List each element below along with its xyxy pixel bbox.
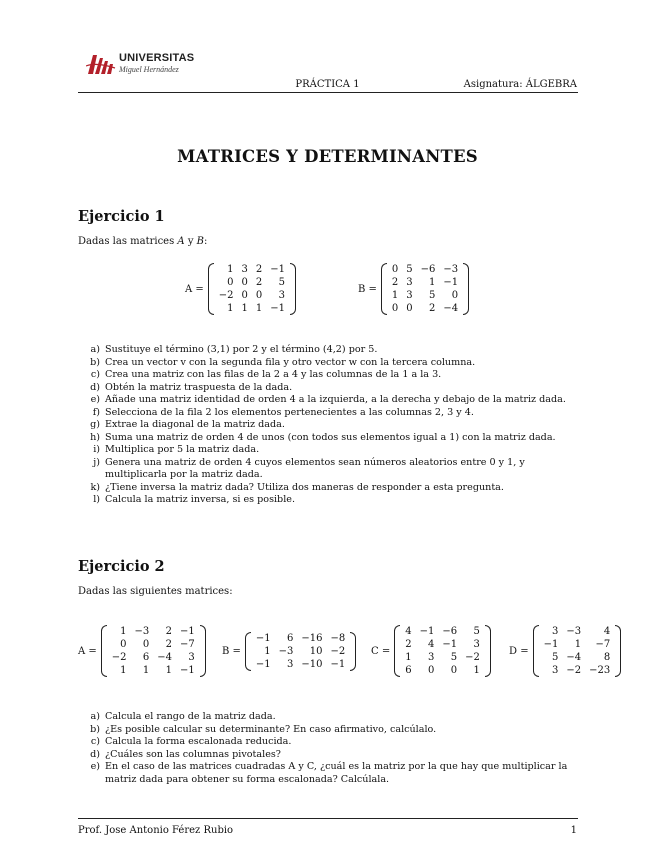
matrix-cell: 10 [309,646,323,657]
matrix-cell: 4 [427,639,435,650]
left-parenthesis [533,625,539,677]
list-text: ¿Cuáles son las columnas pivotales? [105,748,281,760]
matrix-cell: −1 [442,639,458,650]
matrix-cell: 0 [451,290,459,301]
matrix-table [252,632,349,671]
matrix-cell: 8 [603,652,611,663]
matrix-cell: −2 [330,646,346,657]
logo-name: UNIVERSITAS [119,52,195,64]
matrix-row [108,664,199,677]
matrix-cell: 0 [450,665,458,676]
matrix-label: C = [371,645,391,657]
matrix-cell: −3 [134,626,150,637]
list-marker: f) [92,406,100,418]
matrix-cell: −4 [443,303,459,314]
list-marker: b) [90,356,100,368]
matrix-cell: 1 [405,652,412,663]
university-logo [86,50,196,80]
matrix-cell: 5 [429,290,436,301]
right-parenthesis [350,632,356,671]
list-text: Crea un vector v con la segunda fila y otro vector w con la tercera columna. [105,356,476,368]
matrix-cell: 1 [165,665,173,676]
list-item [86,457,581,482]
exercise2-intro: Dadas las siguientes matrices: [78,586,233,597]
matrix-cell: −1 [270,264,286,275]
matrix-cell: −23 [589,665,611,676]
matrix-cell: 5 [551,652,559,663]
list-item [86,444,581,457]
matrix-row [401,664,484,677]
list-text: ¿Tiene inversa la matriz dada? Utiliza dos maneras de responder a esta pregunta. [105,481,504,493]
exercise2-heading: Ejercicio 2 [78,558,165,575]
matrix-cell: 6 [405,665,412,676]
matrix-cell: −2 [465,652,480,663]
left-parenthesis [101,625,107,677]
list-text: Calcula el rango de la matriz dada. [105,711,276,722]
exercise2-matrix [78,625,206,677]
list-text: Obtén la matriz traspuesta de la dada. [105,381,293,393]
right-parenthesis [290,263,296,315]
matrix-cell: 3 [551,665,559,676]
matrix-cell: 0 [255,290,263,301]
page-number: 1 [570,825,577,836]
list-item [86,419,581,432]
matrix-cell: −6 [442,626,458,637]
matrix-cell: 2 [165,639,173,650]
exercise1-list [86,344,581,507]
matrix-row [215,263,289,276]
matrix-table [540,625,615,677]
matrix-cell: −1 [330,659,346,670]
matrix-row [215,276,289,289]
matrix-cell: 0 [391,264,399,275]
header-rule [78,92,578,93]
matrix-cell: 3 [427,652,435,663]
exercise1-matrix [185,263,296,315]
list-text: ¿Es posible calcular su determinante? En caso afirmativo, calcúlalo. [105,723,437,735]
matrix-cell: 3 [278,290,286,301]
matrix-table [108,625,199,677]
list-marker: a) [90,344,100,355]
matrix-cell: −16 [301,633,323,644]
matrix-cell: −1 [255,659,271,670]
matrix-row [540,638,615,651]
matrix-label: B = [358,283,377,295]
list-marker: c) [90,369,100,380]
list-marker: a) [90,711,100,722]
matrix-row [540,625,615,638]
page-title: MATRICES Y DETERMINANTES [177,147,478,166]
list-text: Añade una matriz identidad de orden 4 a la izquierda, a la derecha y debajo de la matriz dada. [105,394,566,405]
right-parenthesis [485,625,491,677]
list-item [86,344,581,357]
matrix-cell: 1 [255,303,263,314]
matrix-row [252,645,349,658]
matrix-cell: 2 [165,626,173,637]
list-text: Selecciona de la fila 2 los elementos pertenecientes a las columnas 2, 3 y 4. [105,406,474,418]
matrix-cell: 0 [241,290,248,301]
footer-author: Prof. Jose Antonio Férez Rubio [78,825,234,836]
list-item [86,749,581,762]
matrix-cell: −10 [301,659,323,670]
matrix-cell: −7 [595,639,611,650]
matrix-cell: 0 [427,665,435,676]
right-parenthesis [463,263,469,315]
list-item [86,432,581,445]
matrix-cell: 3 [287,659,294,670]
list-marker: j) [93,456,100,468]
matrix-cell: 0 [241,277,248,288]
exercise2-list [86,711,581,786]
list-item [86,711,581,724]
matrix-cell: 1 [429,277,436,288]
matrix-row [540,664,615,677]
matrix-cell: −2 [218,290,234,301]
matrix-cell: 3 [406,277,413,288]
list-item [86,482,581,495]
matrix-cell: 4 [603,626,611,637]
list-text: Sustituye el término (3,1) por 2 y el término (4,2) por 5. [105,344,378,355]
exercise2-matrix [371,625,491,677]
list-marker: d) [90,748,100,760]
list-text: Suma una matriz de orden 4 de unos (con todos sus elementos igual a 1) con la matriz dada. [105,431,556,443]
matrix-cell: 2 [255,277,263,288]
matrix-cell: 3 [188,652,195,663]
matrix-cell: −6 [420,264,436,275]
matrix-cell: 0 [142,639,150,650]
list-text: Multiplica por 5 la matriz dada. [105,444,260,455]
list-marker: e) [90,761,100,772]
matrix-cell: −8 [330,633,346,644]
list-text: En el caso de las matrices cuadradas A y C, ¿cuál es la matriz por la que hay que multiplicar la matriz dada para obtener su forma escalonada? Calcúlala. [105,761,568,785]
matrix-label: D = [509,645,529,657]
matrix-cell: 4 [405,626,412,637]
list-item [86,357,581,370]
header-practice: PRÁCTICA 1 [295,79,360,90]
matrix-cell: −1 [443,277,459,288]
matrix-row [108,638,199,651]
exercise1-heading: Ejercicio 1 [78,208,165,225]
matrix-cell: 3 [473,639,480,650]
matrix-cell: −1 [270,303,286,314]
matrix-cell: 2 [429,303,436,314]
matrix-cell: 0 [391,303,399,314]
matrix-table [215,263,289,315]
matrix-cell: 5 [450,652,458,663]
footer-rule [78,818,578,819]
matrix-cell: 1 [120,626,127,637]
matrix-cell: 0 [406,303,413,314]
matrix-cell: 0 [120,639,127,650]
matrix-cell: −3 [566,626,582,637]
left-parenthesis [245,632,251,671]
right-parenthesis [615,625,621,677]
list-marker: c) [90,736,100,747]
matrix-cell: −1 [180,626,195,637]
university-logo-icon [86,52,116,76]
list-marker: k) [90,481,100,493]
matrix-cell: 1 [391,290,399,301]
list-item [86,394,581,407]
list-marker: g) [90,419,100,430]
matrix-cell: 3 [406,290,413,301]
left-parenthesis [394,625,400,677]
matrix-cell: 2 [255,264,263,275]
matrix-cell: −4 [566,652,582,663]
exercise2-matrix [222,632,356,671]
exercise1-matrix [358,263,469,315]
matrix-cell: 5 [473,626,480,637]
matrix-cell: 1 [227,264,234,275]
matrix-cell: 5 [406,264,413,275]
matrix-row [388,302,462,315]
logo-subtitle: Miguel Hernández [119,65,179,74]
matrix-cell: 5 [278,277,286,288]
matrix-cell: 6 [142,652,150,663]
list-marker: d) [90,381,100,393]
matrix-label: A = [78,645,97,657]
matrix-cell: −1 [255,633,271,644]
matrix-cell: 3 [551,626,559,637]
matrix-table [401,625,484,677]
matrix-cell: −2 [111,652,127,663]
matrix-label: B = [222,646,241,657]
matrix-label: A = [185,283,204,295]
matrix-row [108,625,199,638]
matrix-cell: −1 [180,665,195,676]
list-item [86,494,581,507]
matrix-row [252,658,349,671]
matrix-row [215,302,289,315]
matrix-row [388,263,462,276]
matrix-cell: 1 [574,639,582,650]
list-marker: l) [93,494,100,505]
matrix-cell: 0 [227,277,234,288]
matrix-cell: −3 [278,646,294,657]
left-parenthesis [208,263,214,315]
matrix-cell: 1 [227,303,234,314]
list-item [86,724,581,737]
list-marker: e) [90,394,100,405]
matrix-row [388,276,462,289]
matrix-cell: −4 [157,652,173,663]
matrix-cell: −1 [419,626,435,637]
matrix-cell: −1 [543,639,559,650]
matrix-cell: 1 [142,665,150,676]
list-item [86,382,581,395]
list-text: Calcula la forma escalonada reducida. [105,736,292,747]
list-marker: h) [90,431,100,443]
list-marker: i) [93,444,100,455]
left-parenthesis [381,263,387,315]
matrix-cell: 1 [120,665,127,676]
matrix-row [215,289,289,302]
matrix-cell: 1 [264,646,271,657]
list-item [86,407,581,420]
list-item [86,369,581,382]
matrix-row [401,651,484,664]
list-item [86,761,581,786]
matrix-cell: 1 [241,303,248,314]
list-item [86,736,581,749]
matrix-cell: −2 [566,665,582,676]
matrix-cell: 1 [473,665,480,676]
matrix-row [401,625,484,638]
exercise2-matrix [509,625,621,677]
matrix-cell: 2 [405,639,412,650]
matrix-row [252,632,349,645]
header-subject: Asignatura: ÁLGEBRA [463,79,577,90]
matrix-row [388,289,462,302]
list-text: Calcula la matriz inversa, si es posible. [105,494,295,505]
matrix-cell: −3 [443,264,459,275]
matrix-cell: −7 [180,639,195,650]
matrix-cell: 2 [391,277,399,288]
matrix-row [401,638,484,651]
list-text: Extrae la diagonal de la matriz dada. [105,419,285,430]
matrix-cell: 6 [287,633,294,644]
matrix-table [388,263,462,315]
right-parenthesis [200,625,206,677]
matrix-row [540,651,615,664]
list-text: Crea una matriz con las filas de la 2 a 4 y las columnas de la 1 a la 3. [105,369,442,380]
matrix-cell: 3 [241,264,248,275]
list-text: Genera una matriz de orden 4 cuyos elementos sean números aleatorios entre 0 y 1, y multiplicarla por la matriz dada. [105,456,525,480]
exercise1-intro: Dadas las matrices A y B: [78,236,208,247]
list-marker: b) [90,723,100,735]
matrix-row [108,651,199,664]
